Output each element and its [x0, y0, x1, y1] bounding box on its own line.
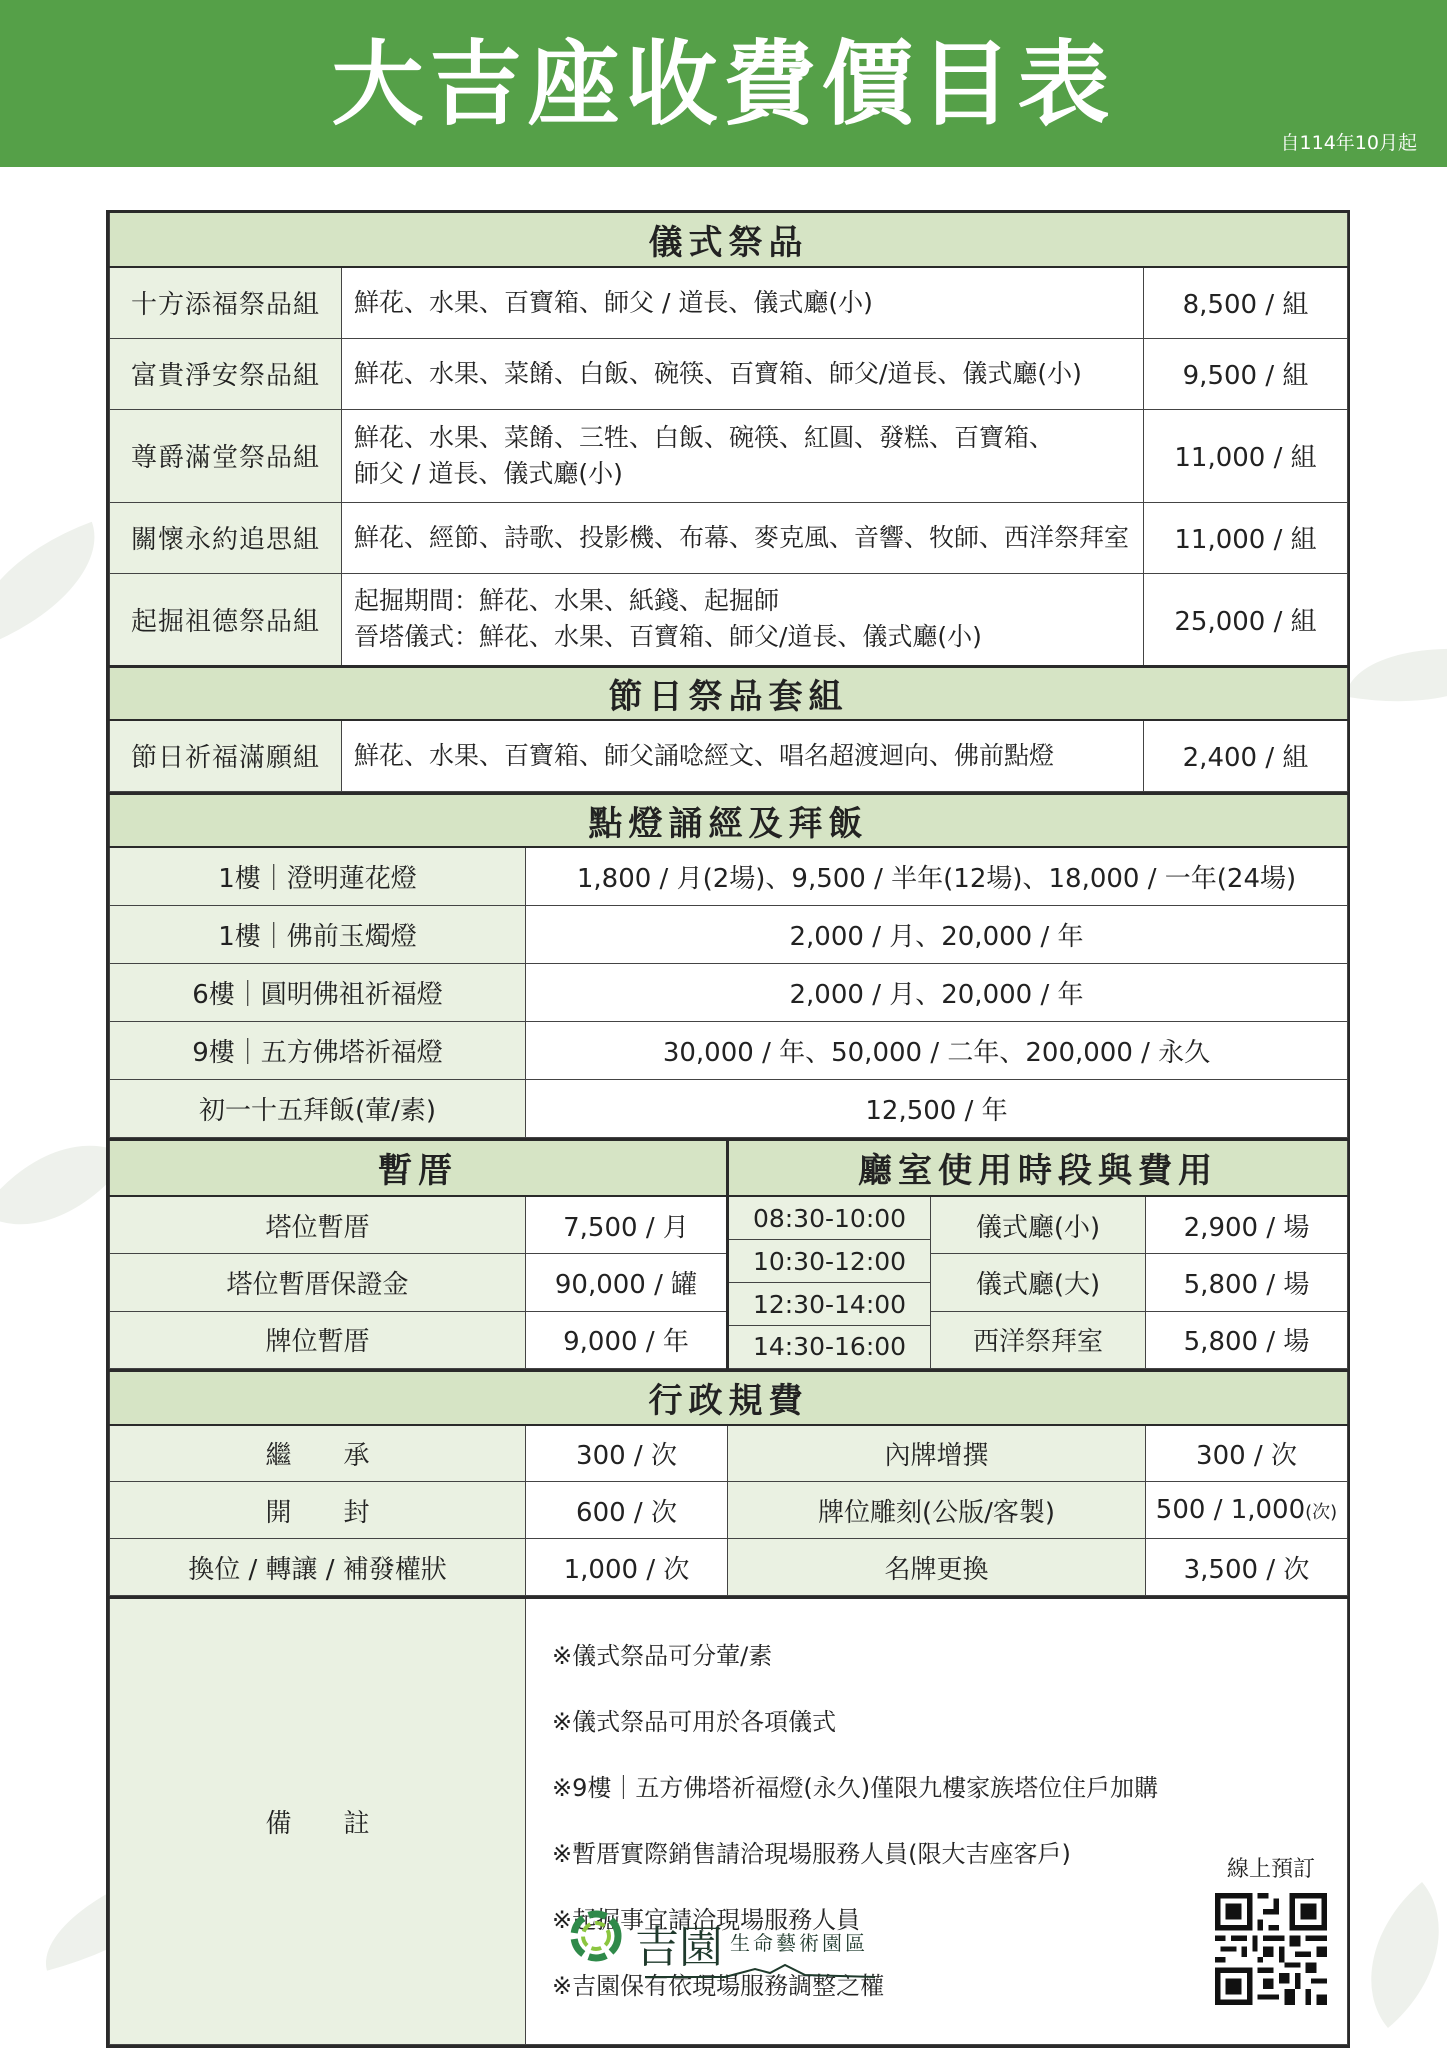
- time-slot: 08:30-10:00: [729, 1197, 930, 1240]
- hall-name: 儀式廳(大): [931, 1254, 1146, 1312]
- table-row: [110, 573, 1348, 666]
- item-name: 十方添福祭品組: [110, 267, 342, 338]
- temp-price: 90,000 / 罐: [526, 1254, 728, 1312]
- item-price: 11,000 / 組: [1144, 409, 1348, 502]
- hall-name: 儀式廳(小): [931, 1196, 1146, 1254]
- table-row: [110, 267, 1348, 338]
- admin-name: 名牌更換: [728, 1539, 1146, 1596]
- item-price: 25,000 / 組: [1144, 573, 1348, 666]
- admin-price-cell: [1146, 1482, 1348, 1539]
- table-row: [110, 1079, 1348, 1137]
- lamp-name: 1樓｜澄明蓮花燈: [110, 847, 526, 905]
- admin-price-unit: (次): [1305, 1502, 1338, 1523]
- temp-name: 塔位暫厝: [110, 1196, 526, 1254]
- ritual-table: [109, 213, 1348, 792]
- qr-caption: 線上預訂: [1226, 1857, 1315, 1882]
- item-price: 8,500 / 組: [1144, 267, 1348, 338]
- section-admin-title: 行政規費: [110, 1371, 1348, 1425]
- item-price: 11,000 / 組: [1144, 502, 1348, 573]
- table-row: [110, 1425, 1348, 1482]
- section-ritual-title: 儀式祭品: [110, 213, 1348, 267]
- admin-name: 換位 / 轉讓 / 補發權狀: [110, 1539, 526, 1596]
- lamp-price: 1,800 / 月(2場)、9,500 / 半年(12場)、18,000 / 一年(24場): [526, 847, 1348, 905]
- decorative-leaf: [0, 522, 119, 648]
- temp-name: 塔位暫厝保證金: [110, 1254, 526, 1312]
- time-slot: 10:30-12:00: [729, 1240, 930, 1283]
- hall-name: 西洋祭拜室: [931, 1311, 1146, 1369]
- brand-tagline: 生命藝術園區: [730, 1931, 868, 1955]
- lamp-price: 2,000 / 月、20,000 / 年: [526, 963, 1348, 1021]
- section-festival-title: 節日祭品套組: [110, 666, 1348, 720]
- admin-name: 繼 承: [110, 1425, 526, 1482]
- temp-price: 7,500 / 月: [526, 1196, 728, 1254]
- table-row: [110, 338, 1348, 409]
- lamp-price: 30,000 / 年、50,000 / 二年、200,000 / 永久: [526, 1021, 1348, 1079]
- time-slot: 14:30-16:00: [752, 1332, 907, 1361]
- admin-price: 3,500 / 次: [1146, 1539, 1348, 1596]
- item-desc: 鮮花、水果、菜餚、三牲、白飯、碗筷、紅圓、發糕、百寶箱、 師父 / 道長、儀式廳(小): [342, 409, 1144, 502]
- item-price: 9,500 / 組: [1144, 338, 1348, 409]
- lamp-price: 12,500 / 年: [526, 1079, 1348, 1137]
- item-price: 2,400 / 組: [1144, 720, 1348, 791]
- table-row: [110, 1196, 1348, 1254]
- admin-price: 300 / 次: [526, 1425, 728, 1482]
- temp-hall-table: [109, 1138, 1348, 1370]
- item-desc: 鮮花、水果、菜餚、白飯、碗筷、百寶箱、師父/道長、儀式廳(小): [342, 338, 1144, 409]
- table-row: [110, 1021, 1348, 1079]
- section-lamp-title: 點燈誦經及拜飯: [110, 793, 1348, 847]
- lamp-name: 初一十五拜飯(葷/素): [110, 1079, 526, 1137]
- table-row: [110, 847, 1348, 905]
- table-row: [110, 1539, 1348, 1596]
- remarks-label: 備 註: [110, 1598, 526, 2045]
- remark-line: ※儀式祭品可用於各項儀式: [552, 1708, 837, 1736]
- page-title: 大吉座收費價目表: [331, 31, 1116, 138]
- admin-price: 300 / 次: [1146, 1425, 1348, 1482]
- header-banner: [0, 0, 1447, 167]
- temp-name: 牌位暫厝: [110, 1311, 526, 1369]
- item-desc: 鮮花、水果、百寶箱、師父 / 道長、儀式廳(小): [342, 267, 1144, 338]
- section-temp-title: 暫厝: [110, 1139, 728, 1196]
- item-name: 尊爵滿堂祭品組: [110, 409, 342, 502]
- item-name: 起掘祖德祭品組: [110, 573, 342, 666]
- remark-line: ※儀式祭品可分葷/素: [552, 1642, 773, 1670]
- lamp-table: [109, 792, 1348, 1138]
- admin-price: 1,000 / 次: [526, 1539, 728, 1596]
- table-row: [110, 905, 1348, 963]
- price-sheet: [106, 210, 1350, 2048]
- item-desc: 鮮花、水果、百寶箱、師父誦唸經文、唱名超渡迴向、佛前點燈: [342, 720, 1144, 791]
- item-name: 關懷永約追思組: [110, 502, 342, 573]
- admin-price: 500 / 1,000: [1155, 1495, 1306, 1525]
- lamp-name: 1樓｜佛前玉燭燈: [110, 905, 526, 963]
- admin-price: 600 / 次: [526, 1482, 728, 1539]
- brand-name: 吉園: [635, 1922, 723, 1973]
- hall-price: 2,900 / 場: [1146, 1196, 1348, 1254]
- table-row: [110, 409, 1348, 502]
- effective-date: 自114年10月起: [1280, 132, 1417, 154]
- admin-name: 內牌增撰: [728, 1425, 1146, 1482]
- admin-name: 開 封: [110, 1482, 526, 1539]
- remark-line: ※9樓｜五方佛塔祈福燈(永久)僅限九樓家族塔位住戶加購: [552, 1774, 1159, 1802]
- table-row: [110, 502, 1348, 573]
- admin-table: [109, 1369, 1348, 1596]
- item-desc: 起掘期間：鮮花、水果、紙錢、起掘師 晉塔儀式：鮮花、水果、百寶箱、師父/道長、儀式廳(小): [342, 573, 1144, 666]
- item-desc: 鮮花、經節、詩歌、投影機、布幕、麥克風、音響、牧師、西洋祭拜室: [342, 502, 1144, 573]
- item-name: 節日祈福滿願組: [110, 720, 342, 791]
- temp-price: 9,000 / 年: [526, 1311, 728, 1369]
- remark-line: ※起掘事宜請洽現場服務人員: [552, 1906, 861, 1934]
- table-row: [110, 720, 1348, 791]
- hall-price: 5,800 / 場: [1146, 1311, 1348, 1369]
- qr-code-icon[interactable]: [1215, 1893, 1327, 2005]
- lamp-price: 2,000 / 月、20,000 / 年: [526, 905, 1348, 963]
- jiyuan-logo-icon: [565, 1905, 627, 1967]
- admin-name: 牌位雕刻(公版/客製): [728, 1482, 1146, 1539]
- qr-block: [1215, 1852, 1327, 2009]
- table-row: [110, 1482, 1348, 1539]
- lamp-name: 9樓｜五方佛塔祈福燈: [110, 1021, 526, 1079]
- item-name: 富貴淨安祭品組: [110, 338, 342, 409]
- remark-line: ※暫厝實際銷售請洽現場服務人員(限大吉座客戶): [552, 1840, 1071, 1868]
- lamp-name: 6樓｜圓明佛祖祈福燈: [110, 963, 526, 1021]
- time-slot: 12:30-14:00: [729, 1283, 930, 1326]
- table-row: [110, 963, 1348, 1021]
- mountain-line-icon: [645, 1963, 875, 1979]
- decorative-leaf: [1345, 628, 1447, 723]
- section-hall-title: 廳室使用時段與費用: [728, 1139, 1348, 1196]
- remark-line: ※吉園保有依現場服務調整之權: [552, 1972, 885, 2000]
- hall-time-slots: [728, 1196, 931, 1369]
- hall-price: 5,800 / 場: [1146, 1254, 1348, 1312]
- jiyuan-logo: [565, 1905, 895, 1980]
